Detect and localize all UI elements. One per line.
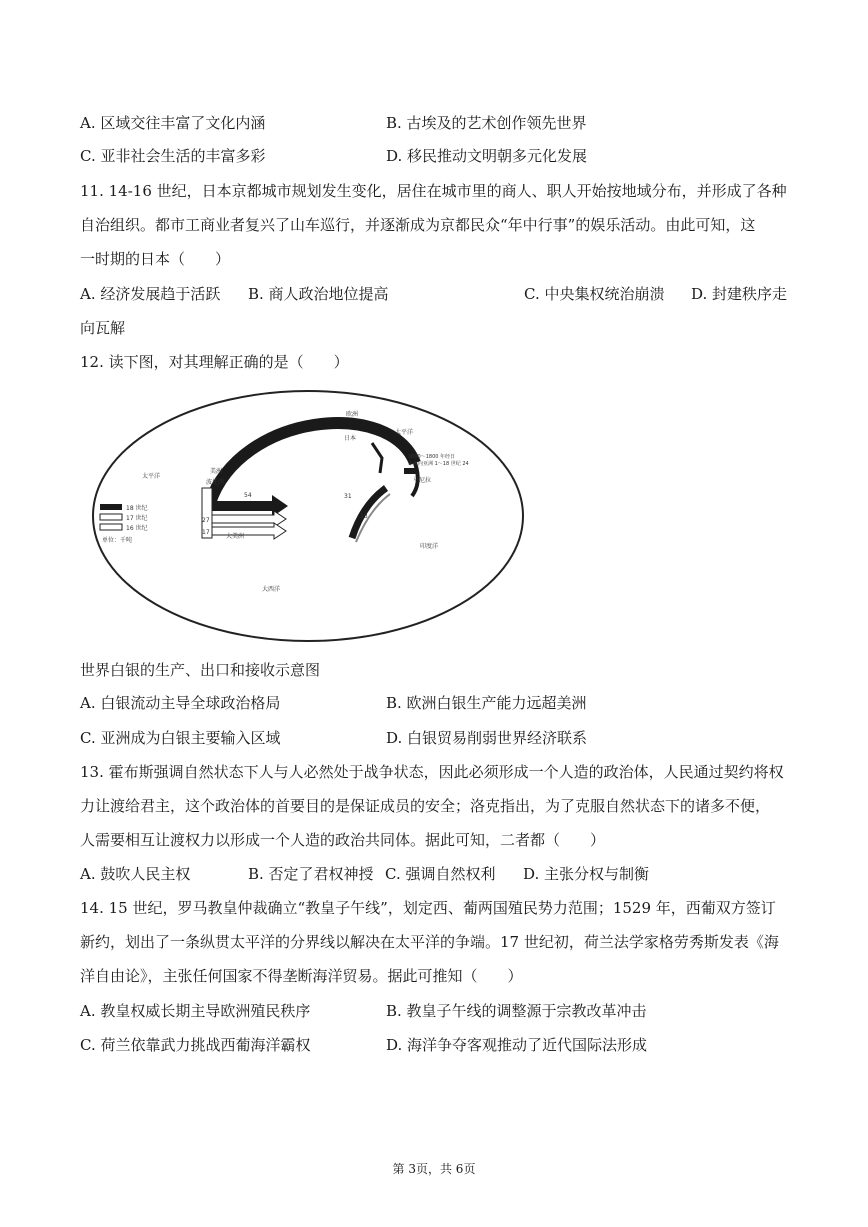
label-note: 1600～1800 年经日	[408, 454, 456, 460]
label-potosi: 波托西	[206, 479, 225, 486]
q13-stem-line-1: 13. 霍布斯强调自然状态下人与人必然处于战争状态，因此必须形成一个人造的政治体，人民通过契约将权	[80, 763, 784, 781]
q11-option-a: A. 经济发展趋于活跃	[80, 285, 221, 303]
q13-option-b: B. 否定了君权神授	[248, 865, 374, 883]
q13-option-d: D. 主张分权与制衡	[523, 865, 650, 883]
arrow-16c	[208, 523, 286, 539]
label-manila: 马尼拉	[413, 477, 432, 484]
num-54: 54	[244, 492, 252, 499]
q12-option-c: C. 亚洲成为白银主要输入区域	[80, 729, 281, 747]
q13-option-a: A. 鼓吹人民主权	[80, 865, 191, 883]
q11-option-d-wrap: 向瓦解	[80, 319, 126, 337]
q11-stem-line-1: 11. 14-16 世纪，日本京都城市规划发生变化，居住在城市里的商人、职人开始按地域分布，并形成了各种	[80, 182, 787, 200]
q11-stem-line-3: 一时期的日本（ ）	[80, 250, 231, 268]
q10-option-c: C. 亚非社会生活的丰富多彩	[80, 147, 266, 165]
legend-unit: 单位：千吨	[102, 537, 133, 544]
q13-option-c: C. 强调自然权利	[385, 865, 496, 883]
q13-stem-line-2: 力让渡给君主，这个政治体的首要目的是保证成员的安全；洛克指出，为了克服自然状态下的诸多不便，	[80, 797, 771, 815]
q11-option-d: D. 封建秩序走	[691, 285, 788, 303]
q12-option-d: D. 白银贸易削弱世界经济联系	[386, 729, 588, 747]
q10-option-d: D. 移民推动文明朝多元化发展	[386, 147, 588, 165]
arc-flow-right	[352, 488, 386, 538]
num-31: 31	[344, 493, 352, 500]
q12-option-b: B. 欧洲白银生产能力远超美洲	[386, 694, 587, 712]
svg-text:本流向亚洲 1～18 世纪 24: 本流向亚洲 1～18 世纪 24	[408, 461, 469, 467]
label-pacific-east: 太平洋	[395, 429, 414, 436]
label-indian: 印度洋	[420, 543, 439, 550]
q11-option-b: B. 商人政治地位提高	[248, 285, 389, 303]
page-footer: 第 3页，共 6页	[392, 1162, 476, 1176]
q14-option-b: B. 教皇子午线的调整源于宗教改革冲击	[386, 1002, 647, 1020]
num-17: 17	[202, 529, 210, 536]
label-pacific-west: 太平洋	[142, 473, 161, 480]
legend-label-16c: 16 世纪	[126, 525, 148, 532]
q14-stem-line-3: 洋自由论》，主张任何国家不得垄断海洋贸易。据此可推知（ ）	[80, 967, 523, 985]
legend-swatch-17c	[100, 514, 122, 520]
label-japan: 日本	[344, 435, 357, 442]
legend-swatch-18c	[100, 504, 122, 510]
q14-option-c: C. 荷兰依靠武力挑战西葡海洋霸权	[80, 1036, 311, 1054]
q14-stem-line-2: 新约，划出了一条纵贯太平洋的分界线以解决在太平洋的争端。17 世纪初，荷兰法学家格劳秀斯发表《海	[80, 933, 779, 951]
q13-stem-line-3: 人需要相互让渡权力以形成一个人造的政治共同体。据此可知，二者都（ ）	[80, 831, 606, 849]
legend-swatch-16c	[100, 524, 122, 530]
q11-option-c: C. 中央集权统治崩溃	[524, 285, 665, 303]
q14-option-a: A. 教皇权威长期主导欧洲殖民秩序	[80, 1002, 311, 1020]
q12-stem: 12. 读下图，对其理解正确的是（ ）	[80, 353, 349, 371]
label-atlantic: 大西洋	[262, 586, 281, 593]
q10-option-b: B. 古埃及的艺术创作领先世界	[386, 114, 587, 132]
num-13: 13	[360, 513, 368, 520]
label-america: 美洲	[210, 468, 223, 475]
q14-option-d: D. 海洋争夺客观推动了近代国际法形成	[386, 1036, 648, 1054]
label-africa: 大美洲	[226, 533, 245, 540]
q10-option-a: A. 区域交往丰富了文化内涵	[80, 114, 266, 132]
q11-stem-line-2: 自治组织。都市工商业者复兴了山车巡行，并逐渐成为京都民众“年中行事”的娱乐活动。由此可知，这	[80, 216, 756, 234]
q12-option-a: A. 白银流动主导全球政治格局	[80, 694, 281, 712]
q14-stem-line-1: 14. 15 世纪，罗马教皇仲裁确立“教皇子午线”，划定西、葡两国殖民势力范围；1529 年，西葡双方签订	[80, 899, 776, 917]
num-27: 27	[202, 517, 210, 524]
silver-flow-map	[90, 388, 526, 644]
label-europe-top: 欧洲	[346, 411, 359, 418]
legend-label-18c: 18 世纪	[126, 505, 148, 512]
q12-caption: 世界白银的生产、出口和接收示意图	[80, 661, 321, 679]
legend-label-17c: 17 世纪	[126, 515, 148, 522]
